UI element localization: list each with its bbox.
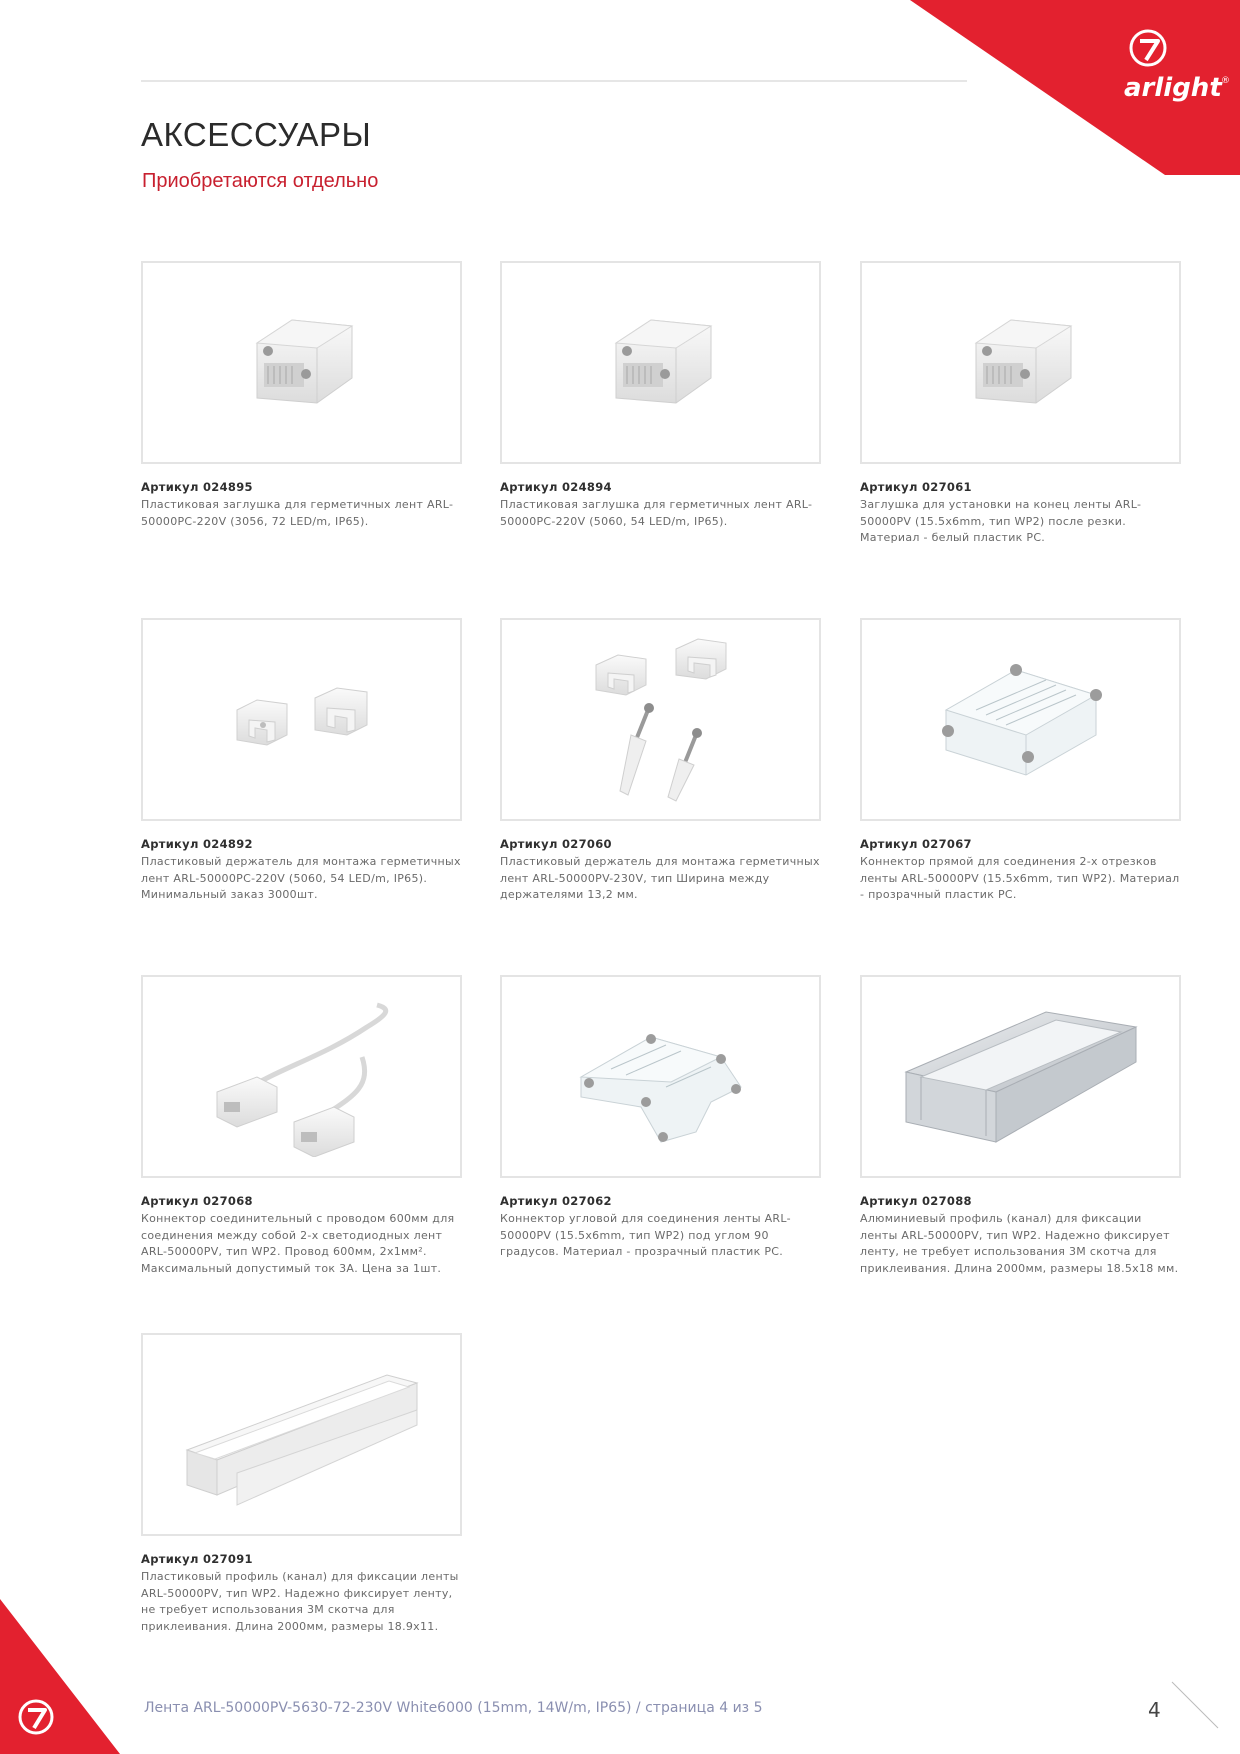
product-card	[500, 261, 821, 530]
footer-slash-decoration	[1170, 1680, 1220, 1730]
product-description: Коннектор соединительный с проводом 600мм для соединения между собой 2-х светодиодных лент ARL-50000PV, тип WP2. Провод 600мм, 2x1мм². Максимальный допустимый ток 3А. Цена за 1шт.	[141, 1212, 455, 1275]
logo-registered-mark: ®	[1221, 76, 1230, 86]
holder-with-dowels-image	[576, 635, 746, 805]
wire-connector-image	[202, 997, 402, 1157]
holder-clips-image	[227, 680, 377, 760]
product-image-frame	[141, 975, 462, 1178]
product-image-frame	[860, 618, 1181, 821]
product-image-frame	[860, 975, 1181, 1178]
product-card	[860, 261, 1181, 547]
page-number: 4	[1148, 1698, 1161, 1722]
article-number: Артикул 027067	[860, 837, 972, 851]
article-number: Артикул 024894	[500, 480, 612, 494]
product-image-frame	[141, 261, 462, 464]
product-image-frame	[141, 618, 462, 821]
product-card	[141, 618, 462, 904]
page-subtitle: Приобретаются отдельно	[142, 170, 379, 192]
article-number: Артикул 027061	[860, 480, 972, 494]
product-card	[500, 618, 821, 904]
article-number: Артикул 024895	[141, 480, 253, 494]
product-card	[141, 261, 462, 530]
product-image-frame	[500, 261, 821, 464]
brand-corner-logo	[910, 0, 1240, 175]
product-card	[500, 975, 821, 1261]
aluminium-profile-image	[896, 1002, 1146, 1152]
product-image-frame	[500, 618, 821, 821]
product-description: Пластиковый держатель для монтажа герметичных лент ARL-50000PV-230V, тип Ширина между держателями 13,2 мм.	[500, 855, 820, 901]
product-card	[860, 975, 1181, 1277]
product-image-frame	[860, 261, 1181, 464]
product-description: Пластиковый профиль (канал) для фиксации ленты ARL-50000PV, тип WP2. Надежно фиксирует ленту, не требует использования 3М скотча для приклеивания. Длина 2000мм, размеры 18.9x11.	[141, 1570, 459, 1633]
article-number: Артикул 024892	[141, 837, 253, 851]
product-description: Заглушка для установки на конец ленты ARL-50000PV (15.5x6mm, тип WP2) после резки. Материал - белый пластик PC.	[860, 498, 1142, 544]
article-number: Артикул 027088	[860, 1194, 972, 1208]
footer-document-info: Лента ARL-50000PV-5630-72-230V White6000 (15mm, 14W/m, IP65) / страница 4 из 5	[144, 1700, 763, 1716]
plastic-profile-image	[177, 1355, 427, 1515]
product-description: Пластиковый держатель для монтажа герметичных лент ARL-50000PC-220V (5060, 54 LED/m, IP65). Минимальный заказ 3000шт.	[141, 855, 461, 901]
brand-corner-footer	[0, 1599, 120, 1754]
article-number: Артикул 027062	[500, 1194, 612, 1208]
end-cap-image	[591, 308, 731, 418]
corner-connector-image	[571, 1007, 751, 1147]
product-card	[141, 1333, 462, 1635]
logo-text: arlight	[1124, 73, 1222, 103]
product-image-frame	[141, 1333, 462, 1536]
straight-connector-image	[936, 655, 1106, 785]
product-description: Коннектор угловой для соединения ленты ARL-50000PV (15.5x6mm, тип WP2) под углом 90 градусов. Материал - прозрачный пластик PC.	[500, 1212, 791, 1258]
product-card	[141, 975, 462, 1277]
end-cap-image	[232, 308, 372, 418]
article-number: Артикул 027060	[500, 837, 612, 851]
product-description: Коннектор прямой для соединения 2-х отрезков ленты ARL-50000PV (15.5x6mm, тип WP2). Материал - прозрачный пластик PC.	[860, 855, 1180, 901]
product-description: Пластиковая заглушка для герметичных лент ARL-50000PC-220V (5060, 54 LED/m, IP65).	[500, 498, 813, 528]
page-title: АКСЕССУАРЫ	[141, 116, 372, 153]
product-description: Алюминиевый профиль (канал) для фиксации ленты ARL-50000PV, тип WP2. Надежно фиксирует ленту, не требует использования 3М скотча для приклеивания. Длина 2000мм, размеры 18.5x18 мм.	[860, 1212, 1179, 1275]
header-divider	[141, 80, 967, 82]
article-number: Артикул 027068	[141, 1194, 253, 1208]
product-description: Пластиковая заглушка для герметичных лент ARL-50000PC-220V (3056, 72 LED/m, IP65).	[141, 498, 454, 528]
product-card	[860, 618, 1181, 904]
product-image-frame	[500, 975, 821, 1178]
end-cap-image	[951, 308, 1091, 418]
article-number: Артикул 027091	[141, 1552, 253, 1566]
